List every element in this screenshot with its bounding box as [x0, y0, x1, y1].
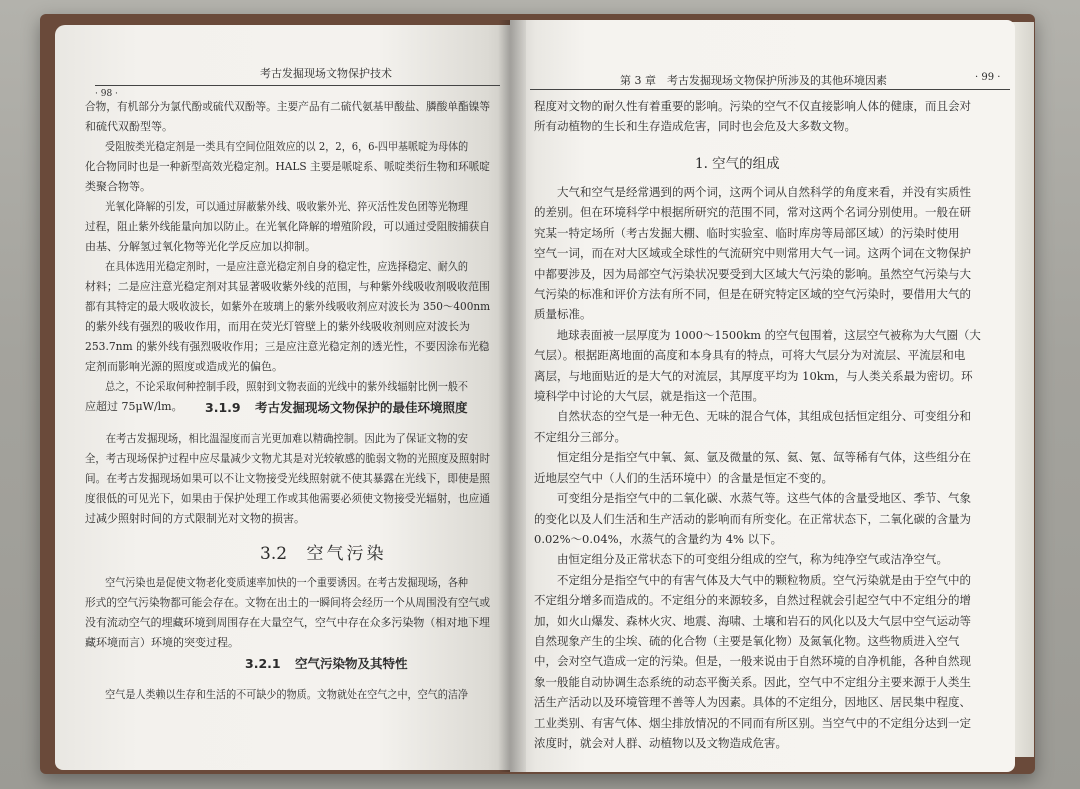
text-line: 可变组分是指空气中的二氧化碳、水蒸气等。这些气体的含量受地区、季节、气象 [557, 491, 971, 506]
text-line: 定剂而影响光源的照度或造成光的偏色。 [85, 360, 283, 373]
subsection-title: 1. 空气的组成 [695, 156, 780, 172]
text-line: 度很低的可见光下，如果由于保护处理工作或其他需要必须使文物接受光辐射，也应通 [85, 492, 490, 505]
left-header-rule [95, 85, 500, 86]
text-line: 没有流动空气的埋藏环境到周围存在大量空气，空气中存在众多污染物（相对地下埋 [85, 616, 490, 629]
text-line: 类聚合物等。 [85, 180, 151, 193]
text-line: 象一般能自动协调生态系统的动态平衡关系。因此，空气中不定组分主要来源于人类生 [534, 674, 971, 689]
text-line: 的变化以及人们生活和生产活动的影响而有所变化。在正常状态下，二氧化碳的含量为 [534, 511, 971, 526]
section-number: 3.2 [260, 544, 288, 564]
text-line: 近地层空气中（人们的生活环境中）的含量是恒定不变的。 [534, 470, 833, 485]
right-page [510, 20, 1015, 772]
left-text-block-3-2 [85, 573, 503, 653]
text-line: 气层）。根据距离地面的高度和本身具有的特点，可将大气层分为对流层、平流层和电 [534, 348, 966, 363]
text-line: 空气污染也是促使文物老化变质速率加快的一个重要诱因。在考古发掘现场，各种 [105, 576, 468, 589]
text-line: 恒定组分是指空气中氧、氮、氩及微量的氖、氦、氪、氙等稀有气体，这些组分在 [557, 450, 971, 465]
text-line: 过程，阻止紫外线能量向加以防止。在光氧化降解的增殖阶段，可以通过受阻胺捕获自 [85, 220, 490, 233]
right-running-head: 第 3 章 考古发掘现场文物保护所涉及的其他环境因素 [620, 74, 887, 87]
text-line: 在考古发掘现场，相比温湿度而言光更加难以精确控制。因此为了保证文物的安 [105, 432, 468, 445]
left-text-block-mid [85, 429, 514, 529]
text-line: 在具体选用光稳定剂时，一是应注意光稳定剂自身的稳定性，应选择稳定、耐久的 [105, 260, 468, 273]
section-title: 考古发掘现场文物保护的最佳环境照度 [254, 400, 468, 415]
right-page-number: · 99 · [975, 72, 1001, 83]
left-running-head: 考古发掘现场文物保护技术 [260, 67, 392, 80]
left-text-block-bottom [85, 685, 503, 705]
text-line: 253.7nm 的紫外线有强烈吸收作用；三是应注意光稳定剂的透光性，不要因涂布光稳 [85, 340, 490, 353]
book-page-edges [1012, 22, 1034, 757]
text-line: 受阻胺类光稳定剂是一类具有空间位阻效应的以 2，2，6，6-四甲基哌啶为母体的 [105, 140, 469, 153]
text-line: 究某一特定场所（考古发掘大棚、临时实验室、临时库房等局部区域）的污染时使用 [534, 225, 960, 240]
text-line: 浓度时，就会对人群、动植物以及文物造成危害。 [534, 735, 787, 750]
text-line: 由基、分解氢过氧化物等光化学反应加以抑制。 [85, 240, 316, 253]
text-line: 应超过 75μW/lm。 [85, 400, 183, 413]
text-line: 光氧化降解的引发，可以通过屏蔽紫外线、吸收紫外光、猝灭活性发色团等光物理 [105, 200, 468, 213]
text-line: 全，考古现场保护过程中应尽量减少文物尤其是对光较敏感的脆弱文物的光照度及照射时 [85, 452, 490, 465]
text-line: 自然现象产生的尘埃、硫的化合物（主要是氧化物）及氮氧化物。这些物质进入空气 [534, 633, 960, 648]
text-line: 不定组分是指空气中的有害气体及大气中的颗粒物质。空气污染就是由于空气中的 [557, 572, 971, 587]
text-line: 工业类别、有害气体、烟尘排放情况的不同而有所区别。当空气中的不定组分达到一定 [534, 715, 971, 730]
text-line: 不定组分三部分。 [534, 429, 626, 444]
text-line: 0.02%～0.04%，水蒸气的含量约为 4% 以下。 [534, 531, 783, 546]
text-line: 质量标准。 [534, 307, 592, 322]
text-line: 加，如火山爆发、森林火灾、地震、海啸、土壤和岩石的风化以及大气层中空气运动等 [534, 613, 971, 628]
section-heading-3-1-9 [205, 398, 467, 416]
text-line: 程度对文物的耐久性有着重要的影响。污染的空气不仅直接影响人体的健康，而且会对 [534, 99, 971, 113]
section-title: 空气污染物及其特性 [294, 656, 408, 671]
text-line: 不定组分增多而造成的。不定组分的来源较多，自然过程就会引起空气中不定组分的增 [534, 593, 971, 608]
text-line: 活生产活动以及环境管理不善等人为因素。具体的不定组分，因地区、居民集中程度、 [534, 695, 971, 710]
text-line: 空气是人类赖以生存和生活的不可缺少的物质。文物就处在空气之中，空气的洁净 [105, 688, 468, 701]
text-line: 过减少照射时间的方式限制光对文物的损害。 [85, 512, 305, 525]
left-page [55, 25, 515, 770]
text-line: 气污染的标准和评价方法有所不同，但是在研究特定区域的空气污染时，要借用大气的 [534, 287, 971, 302]
text-line: 的紫外线有强烈的吸收作用，而用在荧光灯管壁上的紫外线吸收剂则应对波长为 [85, 320, 470, 333]
text-line: 大气和空气是经常遇到的两个词，这两个词从自然科学的角度来看，并没有实质性 [557, 185, 971, 199]
text-line: 地球表面被一层厚度为 1000～1500km 的空气包围着，这层空气被称为大气圈（大 [556, 327, 981, 342]
text-line: 所有动植物的生长和生存造成危害，同时也会危及大多数文物。 [534, 119, 856, 134]
text-line: 中都要涉及，因为局部空气污染状况要受到大区域大气污染的影响。虽然空气污染与大 [534, 266, 971, 281]
text-line: 由恒定组分及正常状态下的可变组分组成的空气，称为纯净空气或洁净空气。 [557, 552, 948, 567]
text-line: 材料；二是应注意光稳定剂对其显著吸收紫外线的范围，与种紫外线吸收剂吸收范围 [85, 280, 490, 293]
text-line: 合物，有机部分为氯代酚或硫代双酚等。主要产品有二硫代氨基甲酸盐、膦酸单酯镍等 [85, 100, 490, 113]
text-line: 间。在考古发掘现场如果可以不让文物接受光线照射就不使其暴露在光线下，即使是照 [85, 472, 490, 485]
section-heading-3-2 [260, 539, 386, 564]
section-number: 3.1.9 [205, 400, 241, 415]
section-number: 3.2.1 [245, 656, 281, 671]
text-line: 总之，不论采取何种控制手段，照射到文物表面的光线中的紫外线辐射比例一般不 [105, 380, 468, 393]
text-line: 空气一词，而在对大区域或全球性的气流研究中则常用大气一词。这两个词在文物保护 [534, 246, 971, 261]
right-header-rule [530, 89, 1010, 90]
text-line: 都有其特定的最大吸收波长，如紫外在玻璃上的紫外线吸收剂应对波长为 350～400nm [85, 300, 491, 313]
text-line: 离层，与地面贴近的是大气的对流层，其厚度平均为 10km，与人类关系最为密切。环 [534, 368, 973, 383]
text-line: 的差别。但在环境科学中根据所研究的范围不同，常对这两个名词分别使用。一般在研 [534, 205, 971, 220]
text-line: 和硫代双酚型等。 [85, 120, 173, 133]
right-text-block-top [534, 96, 971, 137]
text-line: 化合物同时也是一种新型高效光稳定剂。HALS 主要是哌啶系、哌啶类衍生物和环哌啶 [85, 160, 490, 173]
left-page-number: · 98 · [95, 89, 118, 99]
text-line: 藏环境而言）环境的突变过程。 [85, 636, 239, 649]
right-text-block-body [534, 182, 986, 753]
left-text-block-top [85, 97, 511, 417]
text-line: 形式的空气污染物都可能会存在。文物在出土的一瞬间将会经历一个从周围没有空气或 [85, 596, 490, 609]
section-title: 空气污染 [306, 544, 387, 564]
text-line: 中，会对空气造成一定的污染。但是，一般来说由于自然环境的自净机能，各种自然现 [534, 654, 971, 669]
book-gutter-shadow [498, 20, 526, 772]
section-heading-3-2-1 [245, 654, 407, 672]
text-line: 境科学中讨论的大气层，就是指这一个范围。 [534, 389, 764, 404]
text-line: 自然状态的空气是一种无色、无味的混合气体，其组成包括恒定组分、可变组分和 [557, 409, 971, 424]
